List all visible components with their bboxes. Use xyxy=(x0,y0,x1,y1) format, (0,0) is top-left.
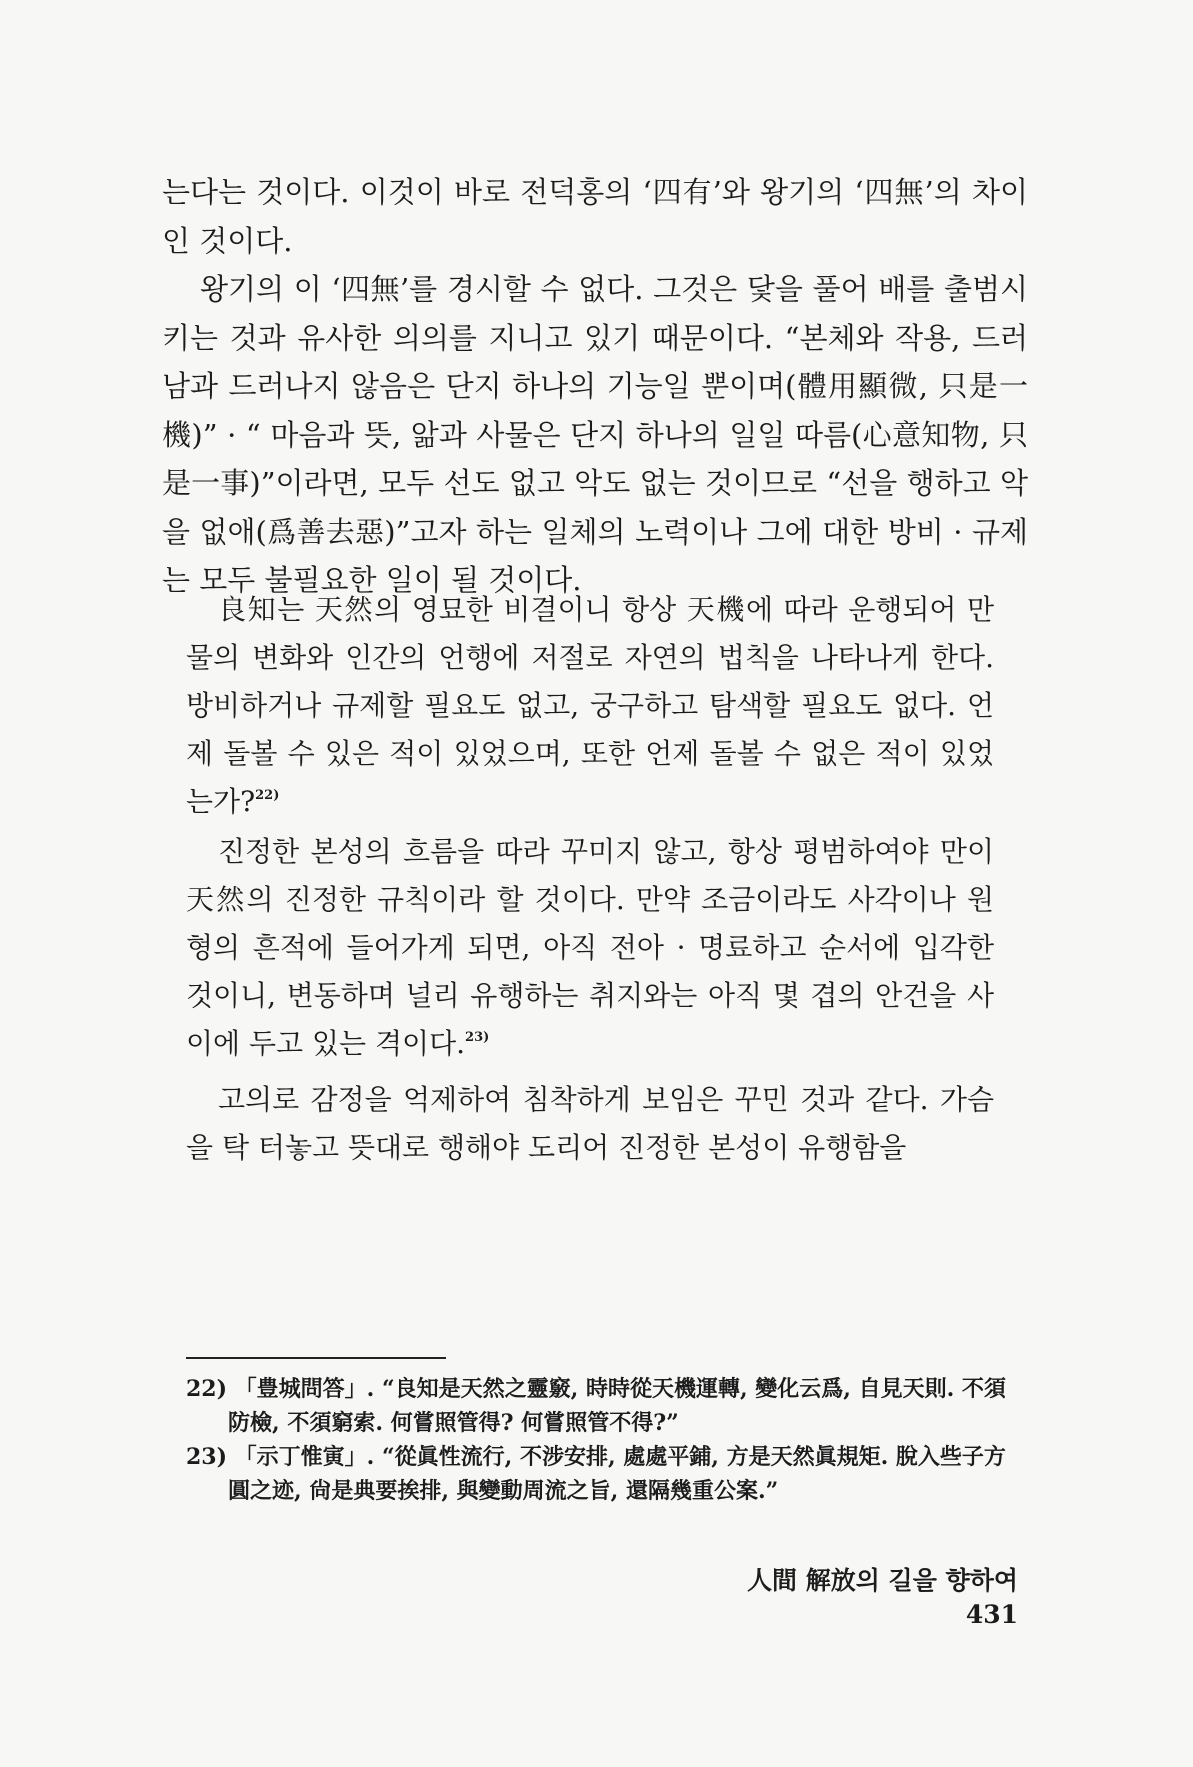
quote-body: 진정한 본성의 흐름을 따라 꾸미지 않고, 항상 평범하여야 만이 天然의 진정한 규칙이라 할 것이다. 만약 조금이라도 사각이나 원형의 흔적에 들어가게 되면, 아직 전아 · 명료하고 순서에 입각한 것이니, 변동하며 널리 유행하는 취지와는 아직 몇 겹의 안건을 사이에 두고 있는 격이다. xyxy=(186,835,994,1060)
block-quote-1 xyxy=(186,586,994,826)
quote-text xyxy=(186,586,994,826)
running-footer xyxy=(694,1564,1018,1632)
page-number: 431 xyxy=(965,1600,1018,1629)
quote-body: 良知는 天然의 영묘한 비결이니 항상 天機에 따라 운행되어 만물의 변화와 인간의 언행에 저절로 자연의 법칙을 나타나게 한다. 방비하거나 규제할 필요도 없고, 궁구하고 탐색할 필요도 없다. 언제 돌볼 수 있은 적이 있었으며, 또한 언제 돌볼 수 없은 적이 있었는가? xyxy=(186,593,994,818)
footnote-22: 22) 「豊城問答」. “良知是天然之靈竅, 時時從天機運轉, 變化云爲, 自見天則. 不須防檢, 不須窮索. 何嘗照管得? 何嘗照管不得?” xyxy=(186,1376,1006,1436)
quote-text xyxy=(186,828,994,1068)
paragraph-continuation: 는다는 것이다. 이것이 바로 전덕홍의 ‘四有’와 왕기의 ‘四無’의 차이인 것이다. xyxy=(162,175,1028,258)
footnotes xyxy=(186,1372,1014,1508)
block-quote-2 xyxy=(186,828,994,1068)
main-text xyxy=(162,168,1028,605)
footnote-23: 23) 「示丁惟寅」. “從眞性流行, 不涉安排, 處處平鋪, 方是天然眞規矩. 脫入些子方圓之迹, 尙是典要挨排, 與變動周流之旨, 還隔幾重公案.” xyxy=(186,1444,1006,1504)
footnote-ref: 23) xyxy=(465,1030,490,1045)
footnote-separator xyxy=(186,1357,446,1359)
quote-text: 고의로 감정을 억제하여 침착하게 보임은 꾸민 것과 같다. 가슴을 탁 터놓고 뜻대로 행해야 도리어 진정한 본성이 유행함을 xyxy=(186,1083,994,1164)
footnote-ref: 22) xyxy=(255,788,280,803)
paragraph-four-nothings: 왕기의 이 ‘四無’를 경시할 수 없다. 그것은 닻을 풀어 배를 출범시키는 것과 유사한 의의를 지니고 있기 때문이다. “본체와 작용, 드러남과 드러나지 않음은 단지 하나의 기능일 뿐이며(體用顯微, 只是一機)” · “ 마음과 뜻, 앎과 사물은 단지 하나의 일일 따름(心意知物, 只是一事)”이라면, 모두 선도 없고 악도 없는 것이므로 “선을 행하고 악을 없애(爲善去惡)”고자 하는 일체의 노력이나 그에 대한 방비 · 규제는 모두 불필요한 일이 될 것이다. xyxy=(162,272,1028,597)
block-quote-3 xyxy=(186,1076,994,1172)
running-title: 人間 解放의 길을 향하여 xyxy=(746,1566,1018,1595)
